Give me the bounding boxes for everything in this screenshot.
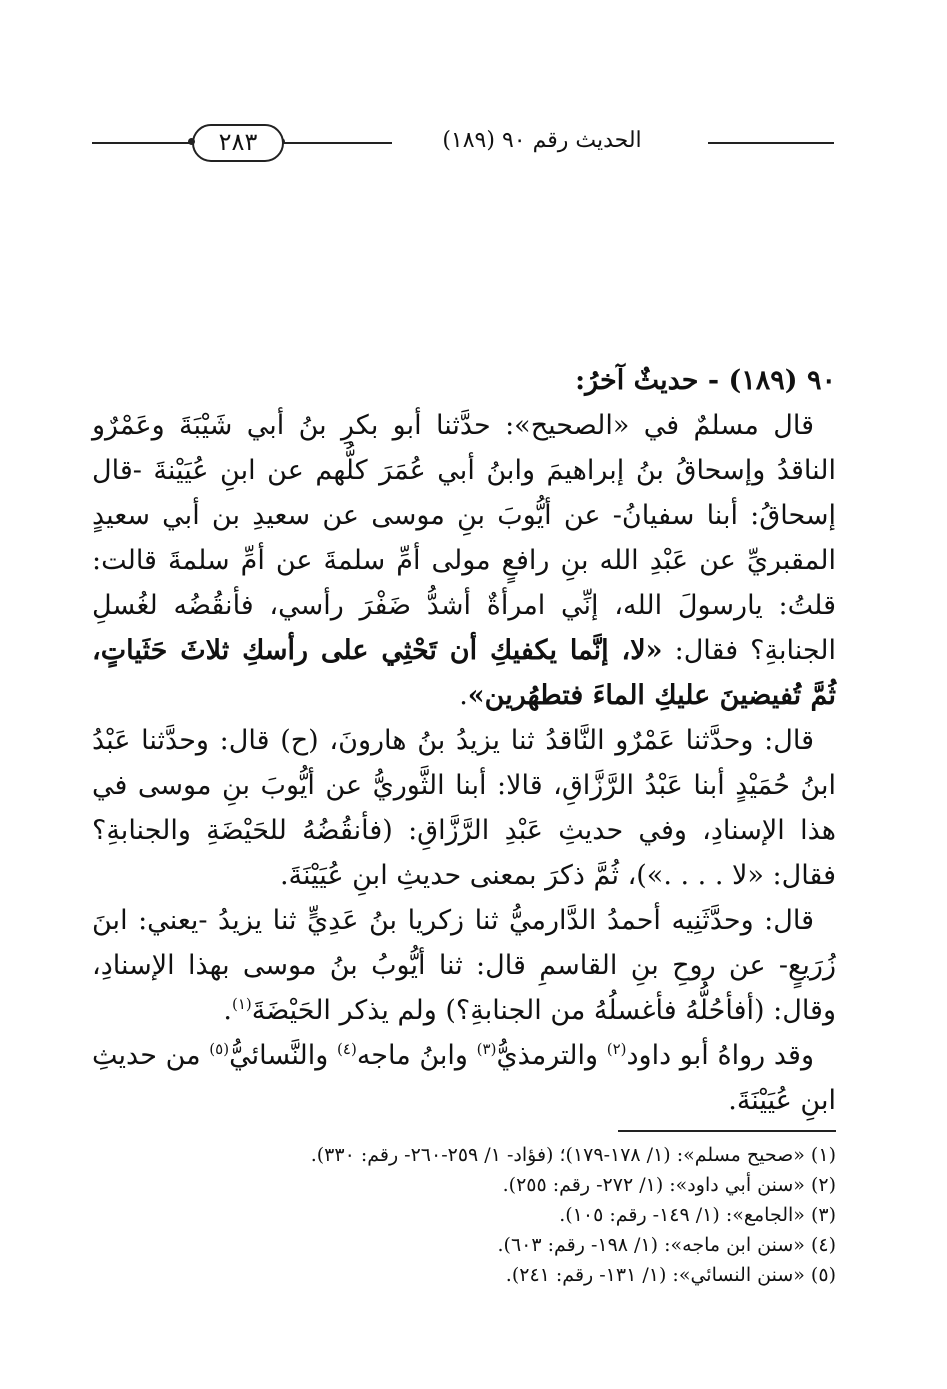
paragraph-4-part-e: من حديثِ ابنِ عُيَيْنَةَ. <box>92 1040 836 1116</box>
footnote-ref-5[interactable]: (٥) <box>209 1040 230 1058</box>
footnote-1: (١) «صحيح مسلم»: (١/ ١٧٨-١٧٩)؛ (فؤاد- ١/ ٢٥٩-٢٦٠- رقم: ٣٣٠). <box>310 1144 836 1166</box>
page-number: ٢٨٣ <box>192 124 284 162</box>
footnote-3: (٣) «الجامع»: (١/ ١٤٩- رقم: ١٠٥). <box>559 1204 836 1226</box>
header-rule-left <box>92 142 190 144</box>
footnote-2: (٢) «سنن أبي داود»: (١/ ٢٧٢- رقم: ٢٥٥). <box>502 1174 836 1196</box>
paragraph-4-part-a: وقد رواهُ أبو داود <box>626 1040 814 1071</box>
paragraph-1-text: قال مسلمٌ في «الصحيح»: حدَّثنا أبو بكرِ بنُ أبي شَيْبَةَ وعَمْرٌو الناقدُ وإسحاقُ بنُ إبراهيمَ وابنُ أبي عُمَرَ كلُّهم عن ابنِ عُيَيْنةَ -قال إسحاقُ: أبنا سفيانُ- عن أيُّوبَ بنِ موسى عن سعيدِ بن أبي سعيدٍ المقبريِّ عن عَبْدِ الله بنِ رافعٍ مولى أمِّ سلمةَ عن أمِّ سلمةَ قالت: قلتُ: يارسولَ الله، إنِّي امرأةٌ أشدُّ ضَفْرَ رأسي، فأنقُضُه لغُسلِ الجنابةِ؟ فقال: <box>92 410 837 666</box>
running-title: الحديث رقم ٩٠ (١٨٩) <box>442 128 642 153</box>
hadith-heading: ٩٠ (١٨٩) - حديثٌ آخرُ: <box>575 365 836 396</box>
footnote-5: (٥) «سنن النسائي»: (١/ ١٣١- رقم: ٢٤١). <box>505 1264 836 1286</box>
paragraph-1 <box>92 403 836 718</box>
paragraph-4-part-d: والنَّسائيُّ <box>229 1040 338 1071</box>
paragraph-2: قال: وحدَّثنا عَمْرٌو النَّاقدُ ثنا يزيدُ بنُ هارونَ، (ح) قال: وحدَّثنا عَبْدُ ابنُ حُمَيْدٍ أبنا عَبْدُ الرَّزَّاقِ، قالا: أبنا الثَّوريُّ عن أيُّوبَ بنِ موسى في هذا الإسنادِ، وفي حديثِ عَبْدِ الرَّزَّاقِ: (فأنقُضُهُ للحَيْضَةِ والجنابةِ؟ فقال: «لا . . . .»)، ثُمَّ ذكرَ بمعنى حديثِ ابنِ عُيَيْنَةَ. <box>92 725 836 891</box>
hadith-matn: «لا، إنَّما يكفيكِ أن تَحْثِي على رأسكِ ثلاثَ حَثَياتٍ، ثُمَّ تُفيضينَ عليكِ الماءَ فتطهُرين» <box>92 635 836 711</box>
footnote-ref-3[interactable]: (٣) <box>476 1040 497 1058</box>
footnote-separator <box>618 1130 836 1132</box>
header-rule-middle <box>282 142 392 144</box>
paragraph-3-end: . <box>223 995 232 1026</box>
paragraph-4 <box>92 1033 836 1123</box>
footnote-4: (٤) «سنن ابن ماجه»: (١/ ١٩٨- رقم: ٦٠٣). <box>497 1234 836 1256</box>
main-text <box>92 358 836 1123</box>
footnote-ref-4[interactable]: (٤) <box>337 1040 357 1058</box>
footnotes <box>92 1140 836 1290</box>
paragraph-3-text: قال: وحدَّثَنِيه أحمدُ الدَّارميُّ ثنا زكريا بنُ عَدِيٍّ ثنا يزيدُ -يعني: ابنَ زُرَيعٍ- عن روحِ بنِ القاسمِ قال: ثنا أيُّوبُ بنُ موسى بهذا الإسنادِ، وقال: (أفأحُلُّهُ فأغسلُهُ من الجنابةِ؟) ولم يذكر الحَيْضَةَ <box>92 905 836 1026</box>
paragraph-3 <box>92 898 836 1033</box>
footnote-ref-1[interactable]: (١) <box>231 995 252 1013</box>
running-header <box>92 120 834 168</box>
paragraph-4-part-b: والترمذيُّ <box>496 1040 607 1071</box>
paragraph-1-end: . <box>459 680 468 711</box>
footnote-ref-2[interactable]: (٢) <box>606 1040 627 1058</box>
header-rule-right <box>708 142 834 144</box>
paragraph-4-part-c: وابنُ ماجه <box>356 1040 477 1071</box>
